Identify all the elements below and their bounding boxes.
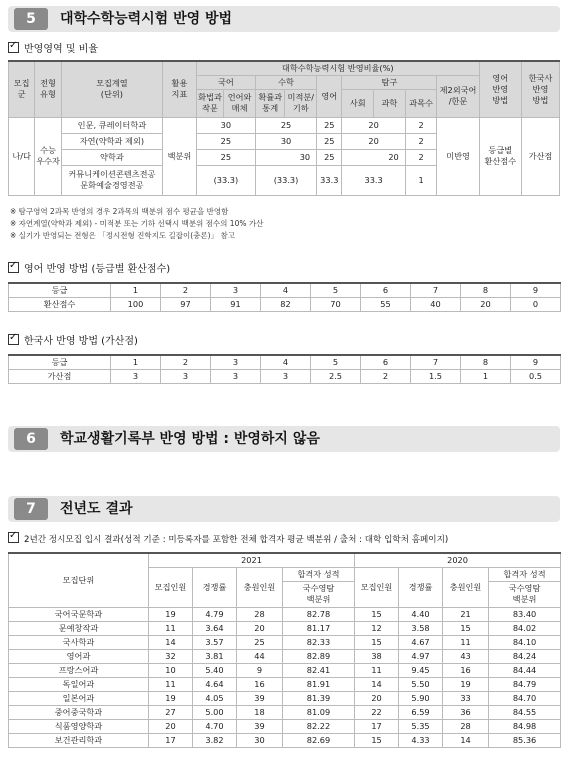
- value-cell: 14: [355, 677, 399, 691]
- value-cell: 39: [237, 719, 283, 733]
- value-cell: 16: [237, 677, 283, 691]
- value-cell: 20: [355, 691, 399, 705]
- table-row: [9, 719, 561, 733]
- value-cell: 27: [149, 705, 193, 719]
- value-cell: 44: [237, 649, 283, 663]
- csat-ratio-table: 모집 군 전형 유형 모집계열 (단위) 활용 지표 대학수학능력시험 반영비율(%) 영어 반영 방법 한국사 반영 방법 국어 수학 영어 탐구 제2외국어 /한문 화법과 작문 언어와 매체 확률과 통계 미적분/ 기하 사회 과학 과목수 나/다 수능 우수자 인문, 큐레이터학과 백분위 30 25 25 20 2 미반영 등급별 환산점수 가산점 자연(약학과 제외) 25 30 25 20 2 약학과 25 30 25 20 2 커뮤니케이션콘텐츠전공 문화예술경영전공 (33.3) (33.3) 33.3 33.3 1: [8, 60, 560, 196]
- value-cell: 11: [149, 621, 193, 635]
- value-cell: 84.44: [489, 663, 561, 677]
- unit-cell: 중어중국학과: [9, 705, 149, 719]
- value-cell: 17: [149, 733, 193, 747]
- value-cell: 84.24: [489, 649, 561, 663]
- table-row: [9, 621, 561, 635]
- value-cell: 82.89: [283, 649, 355, 663]
- english-grade-table: 등급 1 2 3 4 5 6 7 8 9 환산점수 100 97 91 82 70 55 40 20 0: [8, 282, 561, 312]
- value-cell: 15: [355, 607, 399, 621]
- table-row: [9, 691, 561, 705]
- section-6-header: [8, 426, 560, 452]
- table-row: 자연(약학과 제외) 25 30 25 20 2: [9, 133, 560, 149]
- value-cell: 81.09: [283, 705, 355, 719]
- checkbox-icon: [8, 42, 19, 53]
- value-cell: 3.64: [193, 621, 237, 635]
- value-cell: 4.64: [193, 677, 237, 691]
- value-cell: 4.97: [399, 649, 443, 663]
- value-cell: 82.22: [283, 719, 355, 733]
- note: ※ 자연계열(약학과 제외) - 미적분 또는 기하 선택시 백분위 점수의 10% 가산: [10, 219, 264, 228]
- value-cell: 11: [443, 635, 489, 649]
- value-cell: 81.39: [283, 691, 355, 705]
- value-cell: 18: [237, 705, 283, 719]
- value-cell: 84.98: [489, 719, 561, 733]
- value-cell: 17: [355, 719, 399, 733]
- table-row: [9, 733, 561, 747]
- unit-cell: 국어국문학과: [9, 607, 149, 621]
- value-cell: 11: [355, 663, 399, 677]
- value-cell: 14: [443, 733, 489, 747]
- value-cell: 43: [443, 649, 489, 663]
- value-cell: 5.50: [399, 677, 443, 691]
- value-cell: 16: [443, 663, 489, 677]
- table-row: 나/다 수능 우수자 인문, 큐레이터학과 백분위 30 25 25 20 2 미반영 등급별 환산점수 가산점: [9, 117, 560, 133]
- value-cell: 3.58: [399, 621, 443, 635]
- value-cell: 15: [443, 621, 489, 635]
- value-cell: 82.78: [283, 607, 355, 621]
- note: ※ 탐구영역 2과목 반영의 경우 2과목의 백분위 점수 평균을 반영함: [10, 207, 229, 216]
- value-cell: 28: [443, 719, 489, 733]
- subsection-title: ✓반영영역 및 비율: [8, 42, 98, 56]
- subsection-title: ✓한국사 반영 방법 (가산점): [8, 334, 138, 348]
- value-cell: 15: [355, 635, 399, 649]
- value-cell: 19: [149, 607, 193, 621]
- value-cell: 25: [237, 635, 283, 649]
- unit-cell: 식품영양학과: [9, 719, 149, 733]
- value-cell: 84.70: [489, 691, 561, 705]
- value-cell: 4.33: [399, 733, 443, 747]
- value-cell: 84.79: [489, 677, 561, 691]
- value-cell: 4.70: [193, 719, 237, 733]
- value-cell: 5.00: [193, 705, 237, 719]
- admission-results-table: 모집단위 2021 2020 모집인원 경쟁률 충원인원 합격자 성적 모집인원 경쟁률 충원인원 합격자 성적 국수영탐 백분위 국수영탐 백분위 국어국문학과 19 4.79 28 82.78 15 4.40 21 83.40 문예창작과 11 3.64 20 81.17 12 3.58 15 84.02 국사학과 14 3.57 25 82.33 15 4.67 11 84.10 영어과 32 3.81 44 82.89 38 4.97 43 84.24 프랑스어과 10 5.40 9 82.41 11 9.45 16 84.44 독일어과 11 4.64 16 81.91 14 5.50 19 84.79 일본어과 19 4.05 39 81.39 20 5.90 33 84.70 중어중국학과 27 5.00 18 81.09 22 6.59 36 84.55 식품영양학과 20 4.70 39 82.22 17 5.35 28 84.98 보건관리학과 17 3.82 30 82.69 15 4.33 14 85.36: [8, 552, 561, 748]
- checkbox-icon: [8, 262, 19, 273]
- value-cell: 32: [149, 649, 193, 663]
- value-cell: 84.55: [489, 705, 561, 719]
- value-cell: 5.90: [399, 691, 443, 705]
- value-cell: 9.45: [399, 663, 443, 677]
- section-title: 전년도 결과: [60, 501, 133, 517]
- value-cell: 38: [355, 649, 399, 663]
- value-cell: 15: [355, 733, 399, 747]
- value-cell: 4.05: [193, 691, 237, 705]
- unit-cell: 일본어과: [9, 691, 149, 705]
- unit-cell: 프랑스어과: [9, 663, 149, 677]
- section-7-header: [8, 496, 560, 522]
- value-cell: 20: [149, 719, 193, 733]
- unit-cell: 국사학과: [9, 635, 149, 649]
- section-number: 5: [14, 8, 48, 30]
- value-cell: 85.36: [489, 733, 561, 747]
- value-cell: 81.91: [283, 677, 355, 691]
- unit-cell: 보건관리학과: [9, 733, 149, 747]
- value-cell: 3.57: [193, 635, 237, 649]
- value-cell: 30: [237, 733, 283, 747]
- value-cell: 33: [443, 691, 489, 705]
- value-cell: 11: [149, 677, 193, 691]
- unit-cell: 독일어과: [9, 677, 149, 691]
- value-cell: 12: [355, 621, 399, 635]
- value-cell: 4.79: [193, 607, 237, 621]
- subsection-title: ✓2년간 정시모집 입시 결과(성적 기준 : 미등록자를 포함한 전체 합격자 평균 백분위 / 출처 : 대학 입학처 홈페이지): [8, 532, 448, 546]
- table-row: 커뮤니케이션콘텐츠전공 문화예술경영전공 (33.3) (33.3) 33.3 33.3 1: [9, 165, 560, 195]
- value-cell: 10: [149, 663, 193, 677]
- value-cell: 84.02: [489, 621, 561, 635]
- value-cell: 21: [443, 607, 489, 621]
- subsection-title: ✓영어 반영 방법 (등급별 환산점수): [8, 262, 170, 276]
- history-grade-table: 등급 1 2 3 4 5 6 7 8 9 가산점 3 3 3 3 2.5 2 1.5 1 0.5: [8, 354, 561, 384]
- value-cell: 36: [443, 705, 489, 719]
- value-cell: 5.35: [399, 719, 443, 733]
- value-cell: 81.17: [283, 621, 355, 635]
- unit-cell: 영어과: [9, 649, 149, 663]
- table-row: [9, 635, 561, 649]
- table-row: [9, 607, 561, 621]
- section-title: 학교생활기록부 반영 방법 : 반영하지 않음: [60, 431, 320, 447]
- table-row: [9, 677, 561, 691]
- table-row: [9, 649, 561, 663]
- value-cell: 19: [149, 691, 193, 705]
- value-cell: 14: [149, 635, 193, 649]
- section-title: 대학수학능력시험 반영 방법: [60, 11, 233, 27]
- table-row: [9, 663, 561, 677]
- value-cell: 20: [237, 621, 283, 635]
- value-cell: 4.40: [399, 607, 443, 621]
- section-number: 7: [14, 498, 48, 520]
- value-cell: 28: [237, 607, 283, 621]
- value-cell: 84.10: [489, 635, 561, 649]
- value-cell: 19: [443, 677, 489, 691]
- value-cell: 82.33: [283, 635, 355, 649]
- value-cell: 82.41: [283, 663, 355, 677]
- unit-cell: 문예창작과: [9, 621, 149, 635]
- section-number: 6: [14, 428, 48, 450]
- value-cell: 6.59: [399, 705, 443, 719]
- notes: [10, 206, 263, 242]
- value-cell: 22: [355, 705, 399, 719]
- value-cell: 3.82: [193, 733, 237, 747]
- value-cell: 4.67: [399, 635, 443, 649]
- table-row: [9, 705, 561, 719]
- table-row: 약학과 25 30 25 20 2: [9, 149, 560, 165]
- value-cell: 3.81: [193, 649, 237, 663]
- value-cell: 39: [237, 691, 283, 705]
- value-cell: 5.40: [193, 663, 237, 677]
- value-cell: 83.40: [489, 607, 561, 621]
- value-cell: 82.69: [283, 733, 355, 747]
- checkbox-icon: [8, 532, 19, 543]
- section-5-header: [8, 6, 560, 32]
- value-cell: 9: [237, 663, 283, 677]
- checkbox-icon: [8, 334, 19, 345]
- note: ※ 실기가 반영되는 전형은 「정시전형 진학지도 길잡이(충론)」 참고: [10, 231, 235, 240]
